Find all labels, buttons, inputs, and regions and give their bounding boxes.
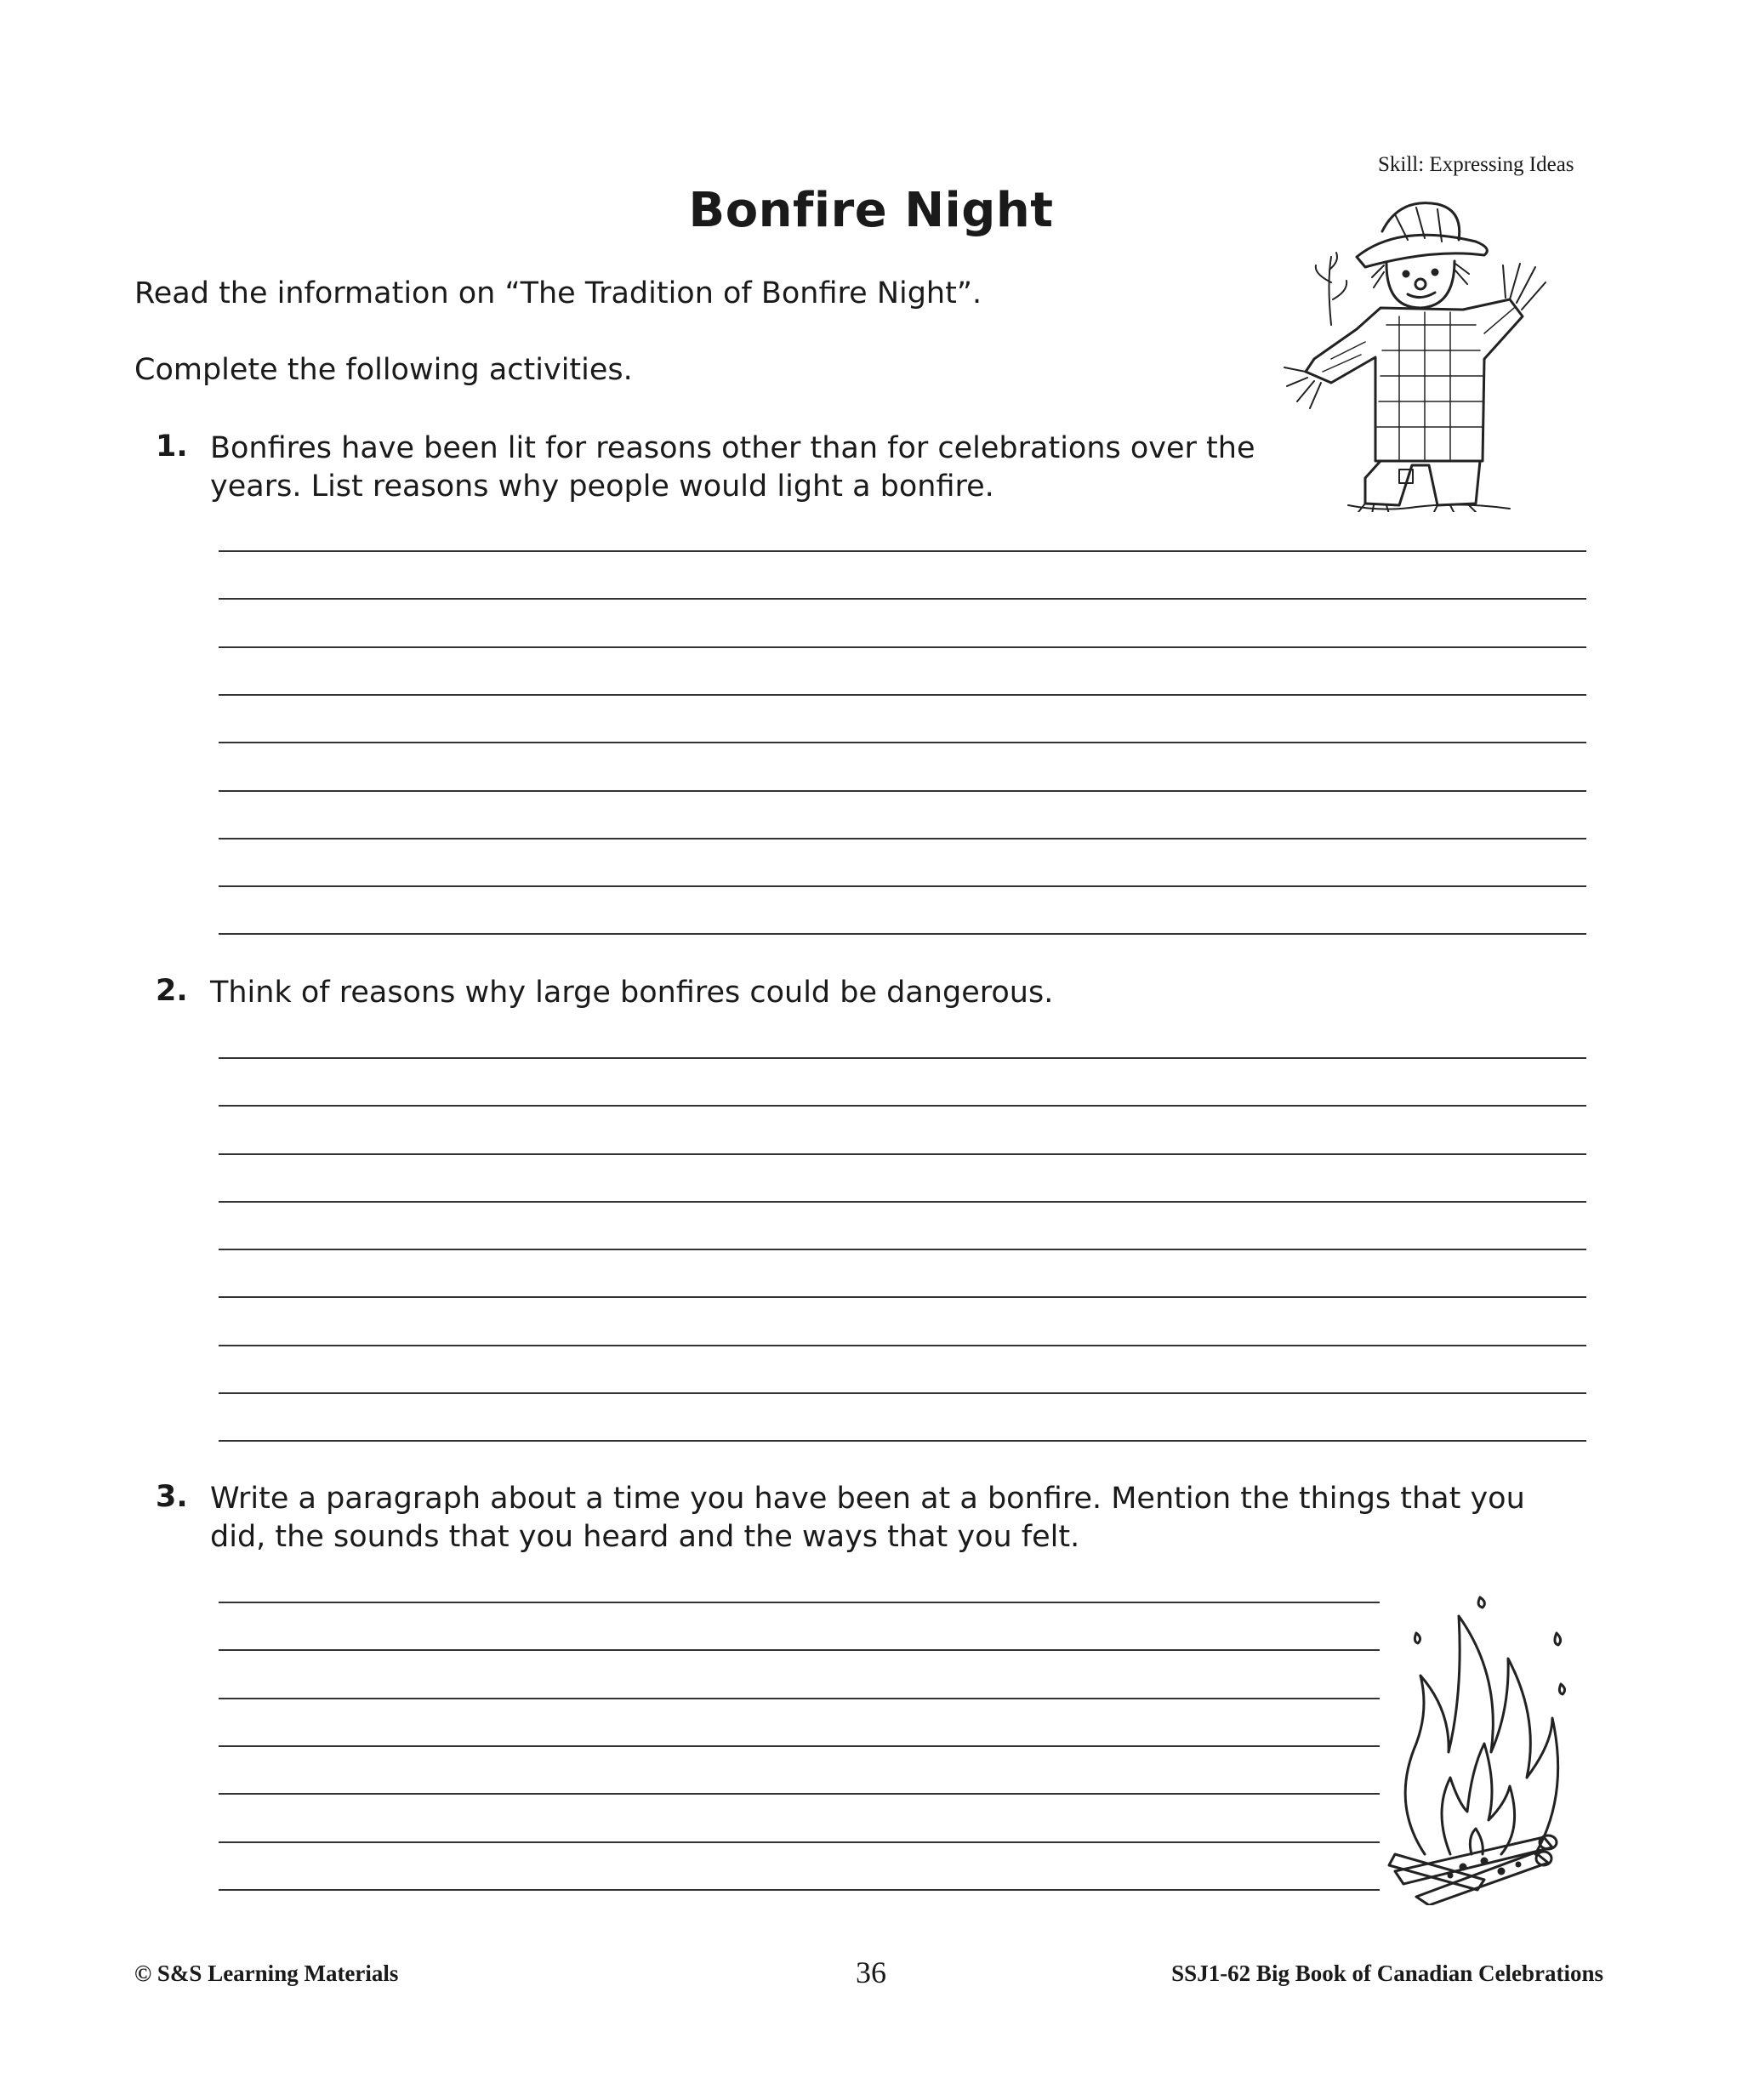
answer-line[interactable] xyxy=(219,885,1586,887)
question-3-text xyxy=(210,1480,1525,1557)
answer-line[interactable] xyxy=(219,1201,1586,1203)
answer-line[interactable] xyxy=(219,1392,1586,1394)
question-1-line-2: years. List reasons why people would light a bonfire. xyxy=(210,470,994,504)
question-2-number: 2. xyxy=(156,974,188,1008)
question-2-text xyxy=(210,974,1053,1012)
answer-line[interactable] xyxy=(219,1153,1586,1155)
footer-copyright: © S&S Learning Materials xyxy=(134,1961,399,1986)
answer-line[interactable] xyxy=(219,1745,1380,1747)
question-2-line-1: Think of reasons why large bonfires could be dangerous. xyxy=(210,976,1054,1010)
scarecrow-icon xyxy=(1280,189,1569,512)
skill-label: Skill: Expressing Ideas xyxy=(1378,153,1574,176)
question-1-line-1: Bonfires have been lit for reasons other than for celebrations over the xyxy=(210,431,1255,465)
answer-line[interactable] xyxy=(219,646,1586,648)
question-3-number: 3. xyxy=(156,1480,188,1514)
answer-line[interactable] xyxy=(219,933,1586,935)
answer-line[interactable] xyxy=(219,742,1586,743)
answer-line[interactable] xyxy=(219,838,1586,839)
answer-line[interactable] xyxy=(219,1057,1586,1059)
answer-line[interactable] xyxy=(219,550,1586,552)
answer-line[interactable] xyxy=(219,1841,1380,1843)
question-3-line-1: Write a paragraph about a time you have been at a bonfire. Mention the things that you xyxy=(210,1482,1525,1516)
question-1-number: 1. xyxy=(156,430,188,464)
answer-line[interactable] xyxy=(219,1345,1586,1346)
question-1-text xyxy=(210,430,1255,506)
answer-line[interactable] xyxy=(219,598,1586,600)
page-title: Bonfire Night xyxy=(688,183,1054,238)
footer-book-title: SSJ1-62 Big Book of Canadian Celebrations xyxy=(1171,1961,1603,1986)
instruction-read: Read the information on “The Tradition of Bonfire Night”. xyxy=(134,276,982,310)
question-3-line-2: did, the sounds that you heard and the ways that you felt. xyxy=(210,1520,1080,1554)
bonfire-icon xyxy=(1382,1582,1578,1905)
answer-line[interactable] xyxy=(219,1440,1586,1442)
answer-line[interactable] xyxy=(219,1105,1586,1107)
answer-line[interactable] xyxy=(219,1296,1586,1298)
answer-line[interactable] xyxy=(219,694,1586,696)
page-number: 36 xyxy=(856,1955,886,1989)
answer-line[interactable] xyxy=(219,1649,1380,1651)
answer-line[interactable] xyxy=(219,1602,1380,1603)
instruction-complete: Complete the following activities. xyxy=(134,353,633,387)
answer-line[interactable] xyxy=(219,1793,1380,1795)
answer-line[interactable] xyxy=(219,790,1586,792)
answer-line[interactable] xyxy=(219,1698,1380,1699)
answer-line[interactable] xyxy=(219,1889,1380,1891)
answer-line[interactable] xyxy=(219,1249,1586,1250)
